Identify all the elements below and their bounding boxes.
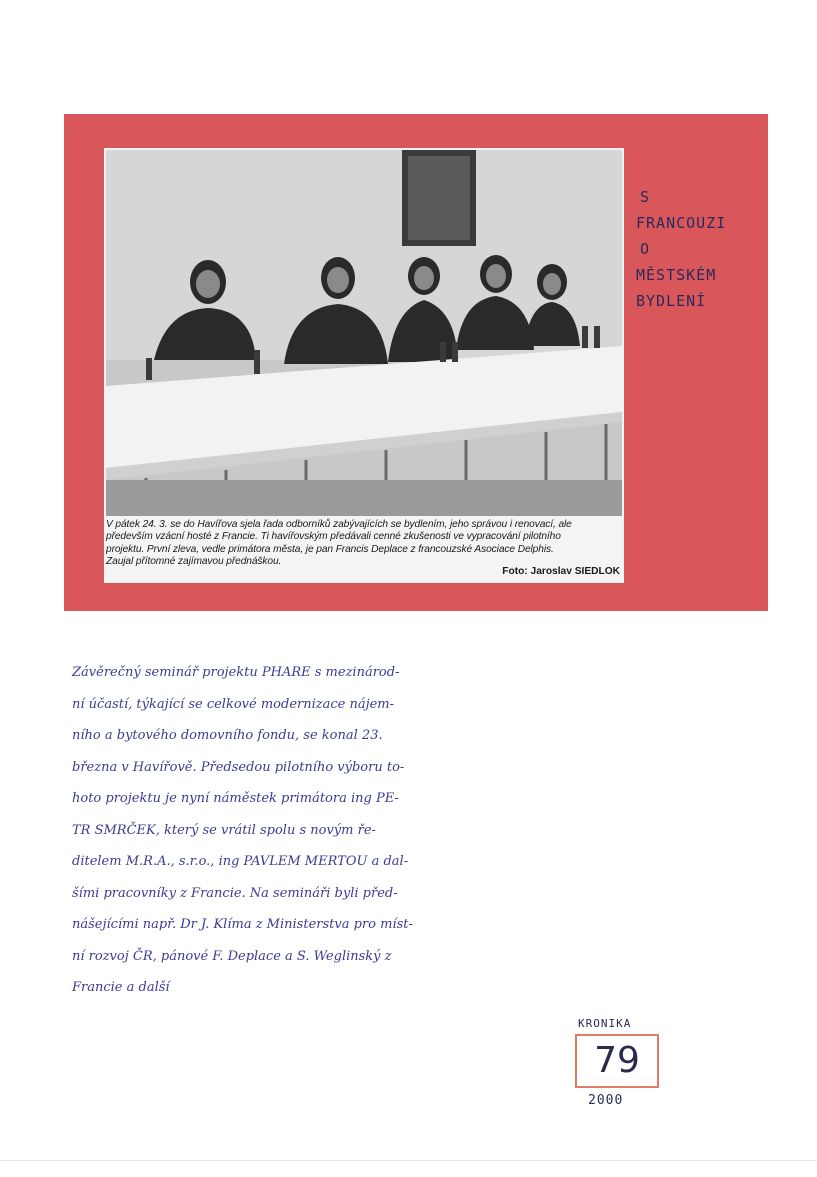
- handwritten-line: ditelem M.R.A., s.r.o., ing PAVLEM MERTOU a dal-: [72, 854, 409, 869]
- photo-credit: Foto: Jaroslav SIEDLOK: [502, 566, 620, 577]
- photo-caption: [106, 519, 620, 569]
- scan-edge-line: [0, 1160, 817, 1161]
- side-note-line: MĚSTSKÉM: [636, 266, 717, 284]
- handwritten-line: ní účastí, týkající se celkové modernizace nájem-: [72, 696, 395, 712]
- handwritten-line: nášejícími např. Dr J. Klíma z Ministerstva pro míst-: [72, 917, 413, 932]
- side-note-line: O: [640, 240, 651, 258]
- newspaper-clipping: [104, 148, 624, 583]
- handwritten-chronicle-text: [72, 657, 592, 1004]
- caption-line: projektu. První zleva, vedle primátora města, je pan Francis Deplace z francouzské Asociace Delphis.: [106, 543, 554, 555]
- handwritten-line: ního a bytového domovního fondu, se konal 23.: [72, 728, 383, 743]
- handwritten-line: hoto projektu je nyní náměstek primátora ing PE-: [72, 791, 399, 806]
- chronicle-year: 2000: [588, 1093, 624, 1108]
- chronicle-label: KRONIKA: [578, 1017, 632, 1030]
- handwritten-line: šími pracovníky z Francie. Na semináři byli před-: [72, 885, 398, 901]
- page-number-box: [575, 1034, 659, 1088]
- handwritten-line: Francie a další: [72, 980, 170, 995]
- caption-line: především vzácní hosté z Francie. Ti havířovským předávali cenné zkušenosti ve vypracování pilotního: [106, 531, 561, 543]
- handwritten-line: TR SMRČEK, který se vrátil spolu s novým ře-: [72, 822, 376, 838]
- page-number: 79: [594, 1040, 640, 1081]
- photo-illustration: [106, 150, 622, 516]
- side-note-line: S: [640, 188, 651, 206]
- seminar-photo: [106, 150, 622, 516]
- handwritten-line: ní rozvoj ČR, pánové F. Deplace a S. Weglinský z: [72, 948, 392, 964]
- caption-line: Zaujal přítomné zajímavou přednáškou.: [106, 556, 282, 568]
- handwritten-line: března v Havířově. Předsedou pilotního výboru to-: [72, 759, 405, 775]
- side-note-title: [636, 184, 764, 314]
- side-note-line: BYDLENÍ: [636, 292, 707, 310]
- caption-line: V pátek 24. 3. se do Havířova sjela řada odborníků zabývajících se bydlením, jeho správou i renovací, ale: [106, 519, 572, 530]
- handwritten-line: Závěrečný seminář projektu PHARE s mezinárod-: [72, 665, 400, 680]
- side-note-line: FRANCOUZI: [636, 214, 727, 232]
